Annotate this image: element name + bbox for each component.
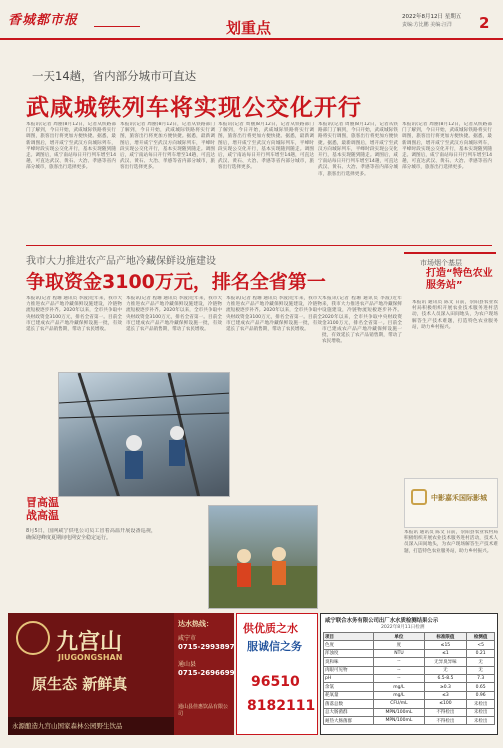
table-title: 咸宁联合水务有限公司出厂水水质检测结果公示 (325, 618, 439, 624)
phone-number-2: 0715-2696699 (178, 669, 235, 677)
masthead-logo: 香城都市报 (8, 13, 79, 28)
table-header-cell: 项目 (324, 633, 374, 641)
table-cell: 7.3 (467, 674, 495, 682)
masthead-underline (94, 26, 140, 27)
news-photo (58, 372, 230, 497)
table-cell: ≥0.3 (424, 683, 467, 691)
table-cell: 未检出 (467, 708, 495, 716)
table-row (324, 641, 495, 649)
table-cell: 6.5-8.5 (424, 674, 467, 682)
table-cell: ≤100 (424, 700, 467, 708)
table-cell: mg/L (374, 683, 424, 691)
cinema-logo-icon (411, 489, 427, 505)
hotline-label: 达水热线： (178, 620, 213, 628)
field-photo (208, 505, 318, 609)
sidebar-body: 本报讯 通讯员 陈文 日前，崇阳县农业农村局积极组织开展农业技术服务进村活动，技术人员深入田间地头，为农户现场解答生产技术难题，打造特色农业服务站，助力乡村振兴。 (412, 300, 498, 330)
hotel-ad (8, 613, 174, 735)
table-cell: pH (324, 674, 374, 682)
table-cell: MPN/100mL (374, 708, 424, 716)
lead-body-col5: 本报讯(记者 周丽)8月12日，记者从铁路部门了解到，今日开始，武咸城际铁路将实行调图，旅客出行将更加方便快捷。据悉，最新调图后，增开咸宁至武汉方向城际列车，平峰时段实现公交化开行，基本实现随到随走。调图后，咸宁南站每日开行列车增至14趟，可直达武汉、黄石、大冶、孝感等省内部分城市，旅客出行选择更多。 (402, 122, 492, 171)
table-cell: ≤3 (424, 691, 467, 699)
hotel-subtitle: JIUGONGSHAN (58, 653, 123, 662)
second-body-col2: 本报讯(记者 程珊 通讯员 李波)近年来，我市大力推进农产品产地冷藏保鲜设施建设，冷链物流短板逐步补齐。2020年以来，全市共争取中央财政资金3100万元，排名全省第一。目前全市已建成农产品产地冷藏保鲜设施一批，有效延长了农产品销售期，带动了农民增收。 (126, 296, 222, 333)
jiugong-logo-icon (16, 621, 50, 655)
hotel-contact (174, 613, 234, 735)
phone-number-1: 0715-2993897 (178, 643, 235, 651)
second-headline: 争取资金3100万元，排名全省第一 (26, 271, 326, 293)
lead-kicker: 一天14趟，省内部分城市可直达 (32, 69, 197, 83)
table-cell: 无 (467, 658, 495, 666)
lead-body-col2: 本报讯(记者 周丽)8月12日，记者从铁路部门了解到，今日开始，武咸城际铁路将实行调图，旅客出行将更加方便快捷。据悉，最新调图后，增开咸宁至武汉方向城际列车，平峰时段实现公交化开行，基本实现随到随走。调图后，咸宁南站每日开行列车增至14趟，可直达武汉、黄石、大冶、孝感等省内部分城市，旅客出行选择更多。 (120, 122, 215, 171)
table-cell: 0.65 (467, 683, 495, 691)
table-cell: 无 (424, 666, 467, 674)
section-title: 划重点 (226, 19, 272, 37)
table-row (324, 683, 495, 691)
hotel-banner-text: 永源酿造九宫山国家森林公园野生饮品 (12, 722, 123, 730)
table-cell: 耗氧量 (324, 691, 374, 699)
table-cell: NTU (374, 649, 424, 657)
second-body-col3: 本报讯(记者 程珊 通讯员 李波)近年来，我市大力推进农产品产地冷藏保鲜设施建设，冷链物流短板逐步补齐。2020年以来，全市共争取中央财政资金3100万元，排名全省第一。目前全市已建成农产品产地冷藏保鲜设施一批，有效延长了农产品销售期，带动了农民增收。 (226, 296, 322, 333)
water-ad (236, 613, 318, 735)
sidebar-title: 打造“特色农业服务站” (426, 268, 493, 291)
lead-body-col1: 本报讯(记者 周丽)8月12日，记者从铁路部门了解到，今日开始，武咸城际铁路将实行调图，旅客出行将更加方便快捷。据悉，最新调图后，增开咸宁至武汉方向城际列车，平峰时段实现公交化开行，基本实现随到随走。调图后，咸宁南站每日开行列车增至14趟，可直达武汉、黄石、大冶、孝感等省内部分城市，旅客出行选择更多。 (26, 122, 116, 171)
story-divider (26, 245, 492, 246)
table-row (324, 700, 495, 708)
table-cell: 肉眼可见物 (324, 666, 374, 674)
water-slogan-top: 供优质之水 (243, 622, 298, 635)
cinema-ad-text: 本报讯 通讯员 陈文 日前，崇阳县农业农村局积极组织开展农业技术服务进村活动，技术人员深入田间地头，为农户现场解答生产技术难题，打造特色农业服务站，助力乡村振兴。 (404, 530, 498, 554)
table-header-cell: 单位 (374, 633, 424, 641)
hotel-company: 通山县佳惠饮品有限公司 (178, 704, 229, 717)
table-cell: 色度 (324, 641, 374, 649)
table-cell: 菌落总数 (324, 700, 374, 708)
hotel-name: 九宫山 (56, 630, 123, 655)
table-row (324, 716, 495, 724)
workers-photo-icon (209, 506, 318, 609)
table-cell: mg/L (374, 691, 424, 699)
table-cell: 未检出 (467, 716, 495, 724)
lead-body-col3: 本报讯(记者 周丽)8月12日，记者从铁路部门了解到，今日开始，武咸城际铁路将实行调图，旅客出行将更加方便快捷。据悉，最新调图后，增开咸宁至武汉方向城际列车，平峰时段实现公交化开行，基本实现随到随走。调图后，咸宁南站每日开行列车增至14趟，可直达武汉、黄石、大冶、孝感等省内部分城市，旅客出行选择更多。 (218, 122, 314, 171)
table-cell: 度 (374, 641, 424, 649)
table-row (324, 691, 495, 699)
issue-date: 2022年8月12日 星期五 (402, 14, 462, 20)
table-cell: <5 (467, 641, 495, 649)
table-row (324, 674, 495, 682)
phone-city-2: 通山县 (178, 661, 197, 668)
table-cell: 不得检出 (424, 708, 467, 716)
table-cell: -- (374, 658, 424, 666)
cinema-ad (404, 478, 498, 528)
table-cell: 0.21 (467, 649, 495, 657)
table-cell: 无 (467, 666, 495, 674)
table-row (324, 708, 495, 716)
water-quality-table (320, 613, 498, 735)
table-header-cell: 标准限值 (424, 633, 467, 641)
table-cell: 耐热大肠菌群 (324, 716, 374, 724)
sidebar-label: 市场烟个基层 (420, 259, 462, 267)
second-body-col4: 本报讯(记者 程珊 通讯员 李波)近年来，我市大力推进农产品产地冷藏保鲜设施建设，冷链物流短板逐步补齐。2020年以来，全市共争取中央财政资金3100万元，排名全省第一。目前全市已建成农产品产地冷藏保鲜设施一批，有效延长了农产品销售期，带动了农民增收。 (322, 296, 402, 345)
table-cell: 浑浊度 (324, 649, 374, 657)
table-cell: 0.96 (467, 691, 495, 699)
table-cell: -- (374, 666, 424, 674)
phone-city-1: 咸宁市 (178, 635, 197, 642)
cinema-name: 中影嘉禾国际影城 (431, 494, 487, 502)
table-cell: 不得检出 (424, 716, 467, 724)
table-row (324, 658, 495, 666)
hotel-slogan: 原生态 新鲜真 (32, 675, 128, 693)
table-cell: 余氯 (324, 683, 374, 691)
photo-caption-title: 冒高温 战高温 (26, 496, 59, 522)
second-body-col1: 本报讯(记者 程珊 通讯员 李波)近年来，我市大力推进农产品产地冷藏保鲜设施建设，冷链物流短板逐步补齐。2020年以来，全市共争取中央财政资金3100万元，排名全省第一。目前全市已建成农产品产地冷藏保鲜设施一批，有效延长了农产品销售期，带动了农民增收。 (26, 296, 122, 333)
table-cell: 无异臭异味 (424, 658, 467, 666)
water-hotline: 96510 (251, 674, 300, 690)
table-cell: ≤1 (424, 649, 467, 657)
table-cell: ≤15 (424, 641, 467, 649)
second-kicker: 我市大力推进农产品产地冷藏保鲜设施建设 (26, 256, 216, 267)
lead-headline: 武咸城铁列车将实现公交化开行 (26, 95, 362, 121)
table-row (324, 649, 495, 657)
lead-body-col4: 本报讯(记者 周丽)8月12日，记者从铁路部门了解到，今日开始，武咸城际铁路将实行调图，旅客出行将更加方便快捷。据悉，最新调图后，增开咸宁至武汉方向城际列车，平峰时段实现公交化开行，基本实现随到随走。调图后，咸宁南站每日开行列车增至14趟，可直达武汉、黄石、大冶、孝感等省内部分城市，旅客出行选择更多。 (318, 122, 398, 177)
table-row (324, 666, 495, 674)
editor-credit: 责编:方比鹏 美编:汪洋 (402, 22, 452, 28)
table-cell: 臭和味 (324, 658, 374, 666)
table-cell: -- (374, 674, 424, 682)
table-header-row (324, 633, 495, 641)
table-grid (323, 632, 495, 725)
table-cell: CFU/mL (374, 700, 424, 708)
table-cell: 总大肠菌群 (324, 708, 374, 716)
water-slogan-middle: 服诚信之务 (247, 640, 302, 653)
table-cell: MPN/100mL (374, 716, 424, 724)
table-cell: 未检出 (467, 700, 495, 708)
table-date: 2022年8月11日检测 (381, 625, 425, 630)
power-line-photo-icon (59, 373, 230, 497)
photo-caption-body: 8月5日，国网咸宁供电公司员工冒着高温开展设备巡视，确保迎峰度夏期间电网安全稳定运行。 (26, 528, 156, 541)
page-number: 2 (479, 14, 490, 32)
table-header-cell: 检测值 (467, 633, 495, 641)
header-rule (0, 38, 503, 40)
sidebar-rule (404, 252, 496, 254)
water-hotline2: 8182111 (247, 698, 316, 714)
